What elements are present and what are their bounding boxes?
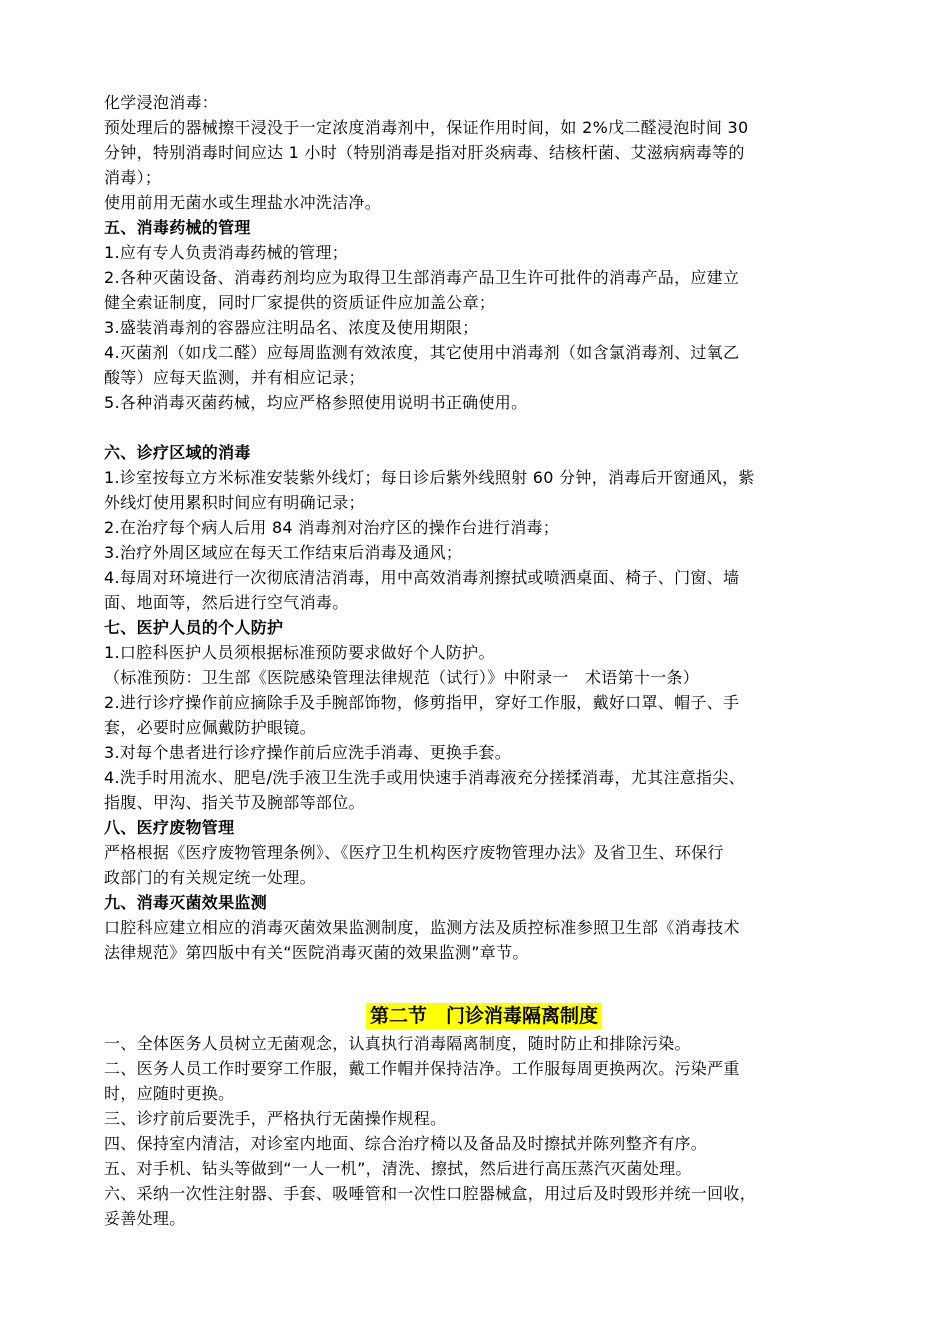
text-line: 1.应有专人负责消毒药械的管理； — [104, 243, 349, 262]
section-heading: 六、诊疗区域的消毒 — [104, 443, 251, 462]
text-line: 2.进行诊疗操作前应摘除手及手腕部饰物，修剪指甲，穿好工作服，戴好口罩、帽子、手 — [104, 693, 740, 712]
text-line: 四、保持室内清洁，对诊室内地面、综合治疗椅以及备品及时擦拭并陈列整齐有序。 — [104, 1134, 708, 1153]
text-line: 口腔科应建立相应的消毒灭菌效果监测制度，监测方法及质控标准参照卫生部《消毒技术 — [104, 918, 740, 937]
section-title-row — [104, 1003, 864, 1031]
text-line: 4.洗手时用流水、肥皂/洗手液卫生洗手或用快速手消毒液充分搓揉消毒，尤其注意指尖、 — [104, 768, 745, 787]
section-6 — [104, 440, 864, 615]
text-line: 酸等）应每天监测，并有相应记录； — [104, 368, 365, 387]
text-line: 六、采纳一次性注射器、手套、吸唾管和一次性口腔器械盒，用过后及时毁形并统一回收， — [104, 1184, 757, 1203]
blank-line — [104, 965, 864, 1003]
section-7 — [104, 615, 864, 815]
text-line: 五、对手机、钻头等做到“一人一机”，清洗、擦拭，然后进行高压蒸汽灭菌处理。 — [104, 1159, 692, 1178]
text-line: 法律规范》第四版中有关“医院消毒灭菌的效果监测”章节。 — [104, 943, 529, 962]
section-5 — [104, 215, 864, 415]
text-line: 严格根据《医疗废物管理条例》、《医疗卫生机构医疗废物管理办法》及省卫生、环保行 — [104, 843, 724, 862]
text-line: 1.诊室按每立方米标准安装紫外线灯；每日诊后紫外线照射 60 分钟，消毒后开窗通风，紫 — [104, 468, 755, 487]
text-line: 健全索证制度，同时厂家提供的资质证件应加盖公章； — [104, 293, 496, 312]
text-line: 一、全体医务人员树立无菌观念，认真执行消毒隔离制度，随时防止和排除污染。 — [104, 1034, 691, 1053]
blank-line — [104, 415, 864, 440]
section-title: 第二节 门诊消毒隔离制度 — [366, 1003, 602, 1029]
text-line: 5.各种消毒灭菌药械，均应严格参照使用说明书正确使用。 — [104, 393, 528, 412]
text-line: 2.在治疗每个病人后用 84 消毒剂对治疗区的操作台进行消毒； — [104, 518, 560, 537]
text-line: 消毒）； — [104, 168, 162, 187]
text-line: 三、诊疗前后要洗手，严格执行无菌操作规程。 — [104, 1109, 447, 1128]
text-line: 4.灭菌剂（如戊二醛）应每周监测有效浓度，其它使用中消毒剂（如含氯消毒剂、过氧乙 — [104, 343, 740, 362]
chemical-soak-block — [104, 90, 864, 215]
text-line: 2.各种灭菌设备、消毒药剂均应为取得卫生部消毒产品卫生许可批件的消毒产品，应建立 — [104, 268, 740, 287]
text-line: 外线灯使用累积时间应有明确记录； — [104, 493, 365, 512]
text-line: 分钟，特别消毒时间应达 1 小时（特别消毒是指对肝炎病毒、结核杆菌、艾滋病病毒等的 — [104, 143, 745, 162]
text-line: 3.对每个患者进行诊疗操作前后应洗手消毒、更换手套。 — [104, 743, 512, 762]
text-line: 预处理后的器械擦干浸没于一定浓度消毒剂中，保证作用时间，如 2%戊二醛浸泡时间 30 — [104, 118, 749, 137]
text-line: 指腹、甲沟、指关节及腕部等部位。 — [104, 793, 365, 812]
section-heading: 九、消毒灭菌效果监测 — [104, 893, 268, 912]
section-2-block — [104, 1003, 864, 1231]
text-line: 化学浸泡消毒： — [104, 93, 219, 112]
section-9 — [104, 890, 864, 965]
section-8 — [104, 815, 864, 890]
text-line: 4.每周对环境进行一次彻底清洁消毒，用中高效消毒剂擦拭或喷洒桌面、椅子、门窗、墙 — [104, 568, 740, 587]
document-page — [104, 90, 864, 1231]
text-line: 套，必要时应佩戴防护眼镜。 — [104, 718, 316, 737]
text-line: （标准预防：卫生部《医院感染管理法律规范（试行）》中附录一 术语第十一条） — [104, 668, 700, 687]
text-line: 1.口腔科医护人员须根据标准预防要求做好个人防护。 — [104, 643, 495, 662]
text-line: 二、医务人员工作时要穿工作服，戴工作帽并保持洁净。工作服每周更换两次。污染严重 — [104, 1059, 740, 1078]
text-line: 政部门的有关规定统一处理。 — [104, 868, 316, 887]
section-heading: 八、医疗废物管理 — [104, 818, 235, 837]
text-line: 时，应随时更换。 — [104, 1084, 235, 1103]
text-line: 使用前用无菌水或生理盐水冲洗洁净。 — [104, 193, 382, 212]
section-heading: 七、医护人员的个人防护 — [104, 618, 284, 637]
text-line: 面、地面等，然后进行空气消毒。 — [104, 593, 349, 612]
text-line: 妥善处理。 — [104, 1209, 186, 1228]
section-heading: 五、消毒药械的管理 — [104, 218, 251, 237]
text-line: 3.盛装消毒剂的容器应注明品名、浓度及使用期限； — [104, 318, 479, 337]
text-line: 3.治疗外周区域应在每天工作结束后消毒及通风； — [104, 543, 463, 562]
